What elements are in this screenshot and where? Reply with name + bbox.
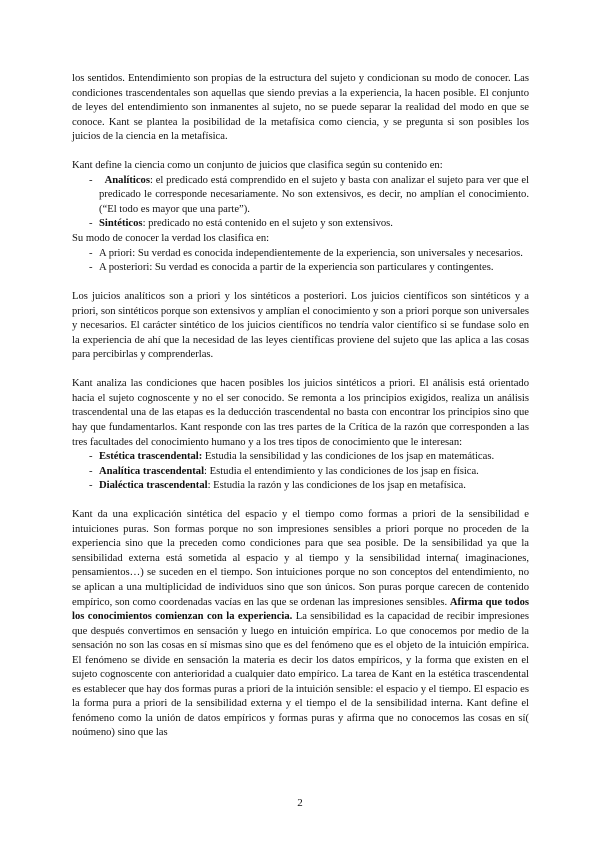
list-text: : Estudia el entendimiento y las condiciones de los jsap en física. xyxy=(204,465,479,477)
list-item: - Analíticos: el predicado está comprendido en el sujeto y basta con analizar el sujeto para ver que el predicado le corresponde necesariamente. No son extensivos, es decir, no amplían el conocimiento. (“El todo es mayor que una parte”). xyxy=(89,174,530,215)
paragraph-1: los sentidos. Entendimiento son propias de la estructura del sujeto y condicionan su modo de conocer. Las condiciones trascendentales son aquellas que siendo previas a la experiencia, la hacen posible. El conjunto de leyes del entendimiento son inmanentes al sujeto, no se puede separar la realidad del modo en que se conoce. Kant se plantea la posibilidad de la metafísica como ciencia, y se pregunta si son posibles los juicios de la ciencia en la metafísica. xyxy=(72,73,529,143)
paragraph-6-part-2: La sensibilidad es la capacidad de recibir impresiones que después convertimos en sensación y luego en intuición empírica. Lo que conocemos por medio de la sensación no son las cosas en sí mismas sino que es del fenómeno que es el objeto de la intuición empírica. El fenómeno se divide en sensación la materia es decir los datos empíricos, y la forma que existen en el sujeto cognoscente con anterioridad a cualquier dato empírico. La tarea de Kant en la estética trascendental es establecer que hay dos formas puras a priori de la intuición sensible: el espacio y el tiempo. El espacio es la forma pura a priori de la sensibilidad externa y el tiempo el de la sensibilidad interna. Kant define el fenómeno como la unión de datos empíricos y formas puras y afirma que no conocemos las cosas en sí( noúmeno) sino que las xyxy=(72,611,529,739)
paragraph-3: Su modo de conocer la verdad los clasifica en: xyxy=(72,232,270,244)
list-item: - A posteriori: Su verdad es conocida a partir de la experiencia son particulares y contingentes. xyxy=(89,262,494,274)
paragraph-4: Los juicios analíticos son a priori y los sintéticos a posteriori. Los juicios científicos son sintéticos y a priori, son sintéticos porque son extensivos y amplían el conocimiento y son a priori porque son universales y necesarios. El carácter sintético de los juicios científicos no tendría valor científico si se fundase solo en la experiencia de ahí que la necesidad de las leyes científicas proviene del sujeto que las aplica a las cosas para percibirlas y comprenderlas. xyxy=(72,291,529,361)
list-text: Estudia la sensibilidad y las condiciones de los jsap en matemáticas. xyxy=(202,451,495,463)
list-item: - Analítica trascendental: Estudia el entendimiento y las condiciones de los jsap en física. xyxy=(89,465,479,477)
list-item: - Dialéctica trascendental: Estudia la razón y las condiciones de los jsap en metafísica. xyxy=(89,480,466,492)
list-item: - Sintéticos: predicado no está contenido en el sujeto y son extensivos. xyxy=(89,218,393,230)
page-number: 2 xyxy=(297,797,303,809)
list-item: - Estética trascendental: Estudia la sensibilidad y las condiciones de los jsap en matemáticas. xyxy=(89,451,495,463)
list-text: : predicado no está contenido en el sujeto y son extensivos. xyxy=(142,218,393,230)
list-text: : el predicado está comprendido en el sujeto y basta con analizar el sujeto para ver que el predicado le corresponde necesariamente. No son extensivos, es decir, no amplían el conocimiento. (“El todo es mayor que una parte”). xyxy=(99,174,530,215)
list-item: - A priori: Su verdad es conocida independientemente de la experiencia, son universales y necesarios. xyxy=(89,247,523,259)
paragraph-6-part-1: Kant da una explicación sintética del espacio y el tiempo como formas a priori de la sensibilidad e intuiciones puras. Son formas porque no son impresiones sensibles a priori porque no proceden de la experiencia sino que la preceden como condiciones para que sea posible. De la sensibilidad ya que la sensibilidad externa está sometida al espacio y al tiempo y la sensibilidad interna( imaginaciones, pensamientos…) se suceden en el tiempo. Son intuiciones porque no son conceptos del entendimiento, no se aplican a una multiplicidad de individuos sino que son únicos. Son puras porque carecen de contenido empírico, son como coordenadas vacías en las que se ordenan las impresiones sensibles. xyxy=(72,509,529,608)
list-text: A posteriori: Su verdad es conocida a partir de la experiencia son particulares y contingentes. xyxy=(99,262,494,274)
paragraph-6-emphasis: Afirma que todos los conocimientos comienzan con la experiencia. xyxy=(72,596,530,623)
paragraph-5: Kant analiza las condiciones que hacen posibles los juicios sintéticos a priori. El análisis está orientado hacia el sujeto cognoscente y no el ser conocido. Se remonta a los principios exigidos, realiza un análisis trascendental una de las etapas es la deducción trascendental no basta con encontrar los principios sino que hay que fundamentarlos. Kant responde con las tres partes de la Crítica de la razón que corresponden a las tres facultades del conocimiento humano y a los tres tipos de conocimiento que le interesan: xyxy=(72,378,529,448)
list-term: Dialéctica trascendental xyxy=(99,480,208,492)
paragraph-2: Kant define la ciencia como un conjunto de juicios que clasifica según su contenido en: xyxy=(72,160,443,172)
document-page xyxy=(72,72,529,741)
list-term: Sintéticos xyxy=(99,218,143,230)
list-text: : Estudia la razón y las condiciones de los jsap en metafísica. xyxy=(207,480,466,492)
list-term: Analíticos xyxy=(104,174,150,186)
paragraph-6 xyxy=(72,508,529,741)
list-term: Analítica trascendental xyxy=(99,465,205,477)
list-text: A priori: Su verdad es conocida independientemente de la experiencia, son universales y necesarios. xyxy=(99,247,523,259)
list-term: Estética trascendental: xyxy=(99,451,203,463)
